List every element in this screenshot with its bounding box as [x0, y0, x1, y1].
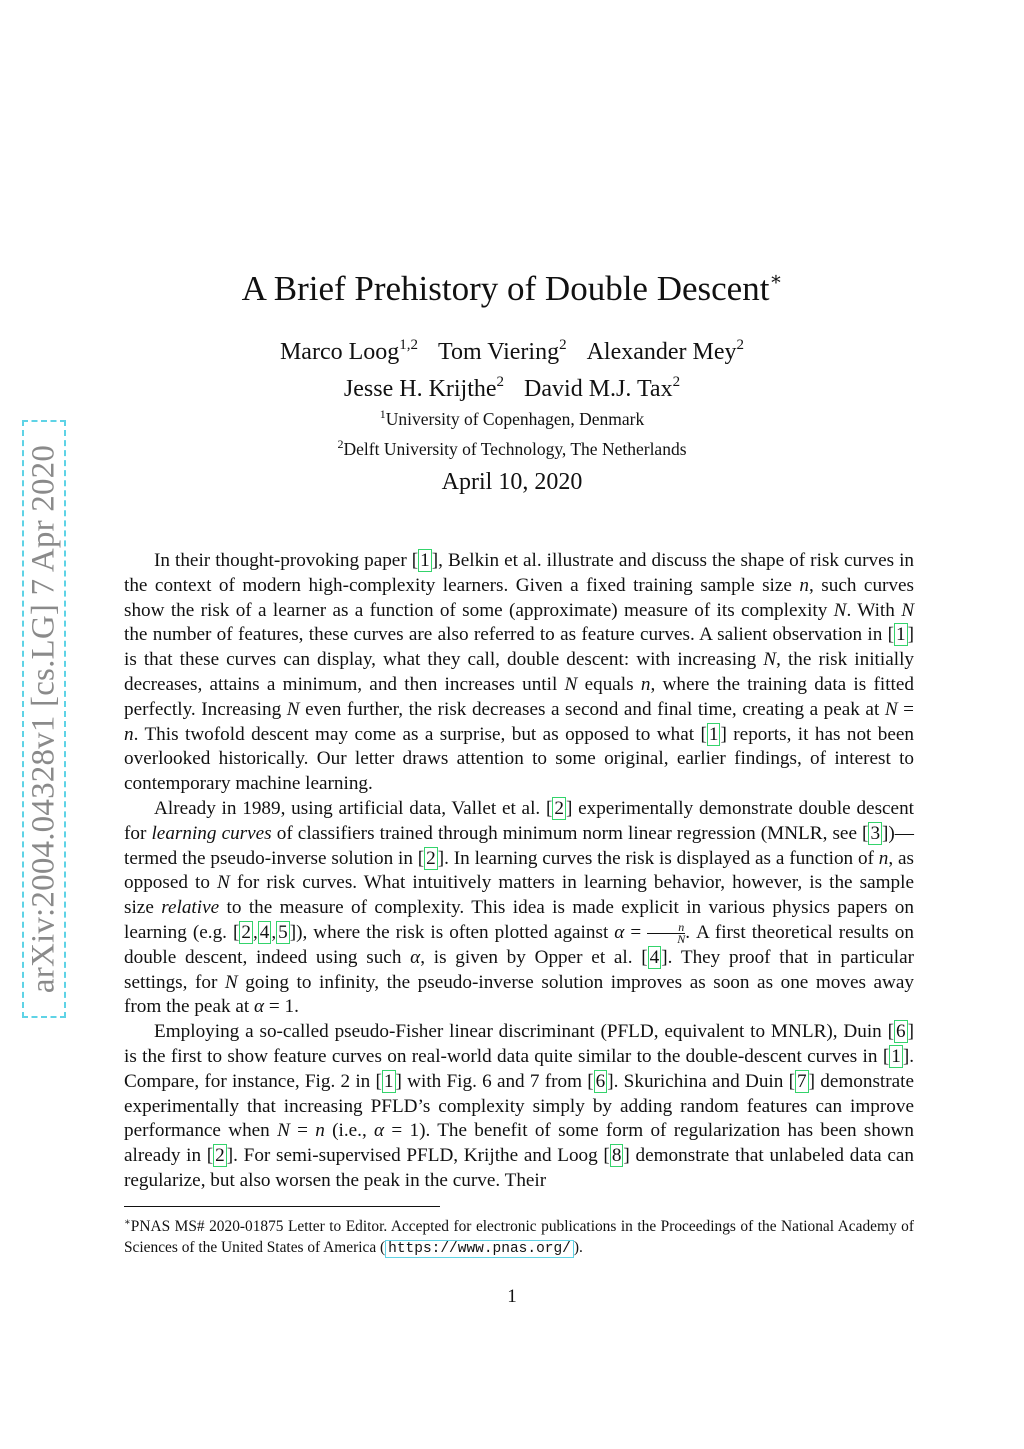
author: Marco Loog$^{1,2}$	[279, 337, 418, 365]
footnote: ∗PNAS MS# 2020-01875 Letter to Editor. Accepted for electronic publications in the Proceedings of the National Academy of Sciences of the United States of America ( https://www.pnas.org/ ).	[124, 1217, 914, 1257]
citation-link[interactable]: 4	[259, 921, 270, 943]
citation-link[interactable]: 8	[611, 1145, 622, 1167]
affiliations	[0, 402, 1024, 462]
pnas-url-link[interactable]: https://www.pnas.org/	[385, 1240, 574, 1258]
affiliation: $^1$University of Copenhagen, Denmark	[379, 407, 645, 429]
citation-link[interactable]: 2	[215, 1145, 225, 1167]
author: Jesse H. Krijthe$^2$	[343, 374, 505, 402]
author: Tom Viering$^2$	[438, 337, 567, 365]
paragraph-3: Employing a so-called pseudo-Fisher linear discriminant (PFLD, equivalent to MNLR), Duin [ 6 ] is the first to show feature curves on real-world data quite similar to the double-descent curves in [ 1 ]. Compare, for instance, Fig. 2 in [ 1 ] with Fig. 6 and 7 from [ 6 ]. Skurichina and Duin [ 7 ] demonstrate experimentally that increasing PFLD’s complexity simply by adding random features can improve performance when N = n (i.e., α = 1). The benefit of some form of regularization has been shown already in [ 2 ]. For semi-supervised PFLD, Krijthe and Loog [ 8 ] demonstrate that unlabeled data can regularize, but also worsen the peak in the curve. Their	[124, 1021, 914, 1191]
citation-link[interactable]: 1	[896, 624, 906, 646]
author: David M.J. Tax$^2$	[524, 374, 681, 402]
citation-link[interactable]: 6	[595, 1070, 606, 1092]
paper-title	[0, 256, 1024, 313]
citation-link[interactable]: 2	[241, 921, 251, 943]
page-number: 1	[507, 1286, 517, 1307]
title-text: A Brief Prehistory of Double Descent	[241, 269, 770, 308]
footnote-divider	[124, 1206, 440, 1207]
paragraph-2: Already in 1989, using artificial data, Vallet et al. [ 2 ] experimentally demonstrate double descent for learning curves of classifiers trained through minimum norm linear regression (MNLR, see [ 3 ])—termed the pseudo-inverse solution in [ 2 ]. In learning curves the risk is displayed as a function of n, as opposed to N for risk curves. What intuitively matters in learning behavior, however, is the sample size relative to the measure of complexity. This idea is made explicit in various physics papers on learning (e.g. [ 2 , 4 , 5 ]), where the risk is often plotted against α = $\frac{n}{N}$ . A first theoretical results on double descent, indeed using such α, is given by Opper et al. [ 4 ]. They proof that in particular settings, for N going to infinity, the pseudo-inverse solution improves as soon as one moves away from the peak at α = 1.	[124, 797, 914, 1018]
affiliation: $^2$Delft University of Technology, The Netherlands	[337, 437, 687, 459]
citation-link[interactable]: 5	[278, 921, 288, 943]
author-list	[0, 330, 1024, 404]
arxiv-identifier[interactable]: arXiv:2004.04328v1 [cs.LG] 7 Apr 2020	[25, 444, 62, 994]
citation-link[interactable]: 2	[426, 847, 436, 869]
footnote-text: PNAS MS# 2020-01875 Letter to Editor. Accepted for electronic publications in the Proceedings of the National Academy of Sciences of the United States of America (	[124, 1218, 914, 1256]
letter-body	[124, 549, 914, 1194]
citation-link[interactable]: 6	[896, 1021, 906, 1043]
citation-link[interactable]: 1	[708, 723, 719, 745]
paragraph-1: In their thought-provoking paper [ 1 ], Belkin et al. illustrate and discuss the shape of risk curves in the context of modern high-complexity learners. Given a fixed training sample size n, such curves show the risk of a learner as a function of some (approximate) measure of its complexity N. With N the number of features, these curves are also referred to as feature curves. A salient observation in [ 1 ] is that these curves can display, what they call, double descent: with increasing N, the risk initially decreases, attains a minimum, and then increases until N equals n, where the training data is fitted perfectly. Increasing N even further, the risk decreases a second and final time, creating a peak at N = n. This twofold descent may come as a surprise, but as opposed to what [ 1 ] reports, it has not been overlooked historically. Our letter draws attention to some original, earlier findings, of interest to contemporary machine learning.	[124, 550, 915, 795]
citation-link[interactable]: 7	[797, 1070, 807, 1092]
arxiv-identifier-stamp[interactable]	[22, 420, 66, 1018]
citation-link[interactable]: 2	[554, 797, 564, 819]
alpha-fraction: $\frac{n}{N}$	[647, 922, 685, 945]
author-line-1	[0, 330, 1024, 367]
citation-link[interactable]: 3	[870, 822, 881, 844]
citation-link[interactable]: 1	[383, 1070, 394, 1092]
citation-link[interactable]: 4	[649, 946, 660, 968]
title-footnote-mark[interactable]: ∗	[769, 269, 783, 290]
publication-date: April 10, 2020	[441, 469, 583, 495]
author-line-2	[0, 367, 1024, 404]
author: Alexander Mey$^2$	[586, 337, 745, 365]
citation-link[interactable]: 1	[891, 1045, 901, 1067]
citation-link[interactable]: 1	[420, 550, 430, 571]
